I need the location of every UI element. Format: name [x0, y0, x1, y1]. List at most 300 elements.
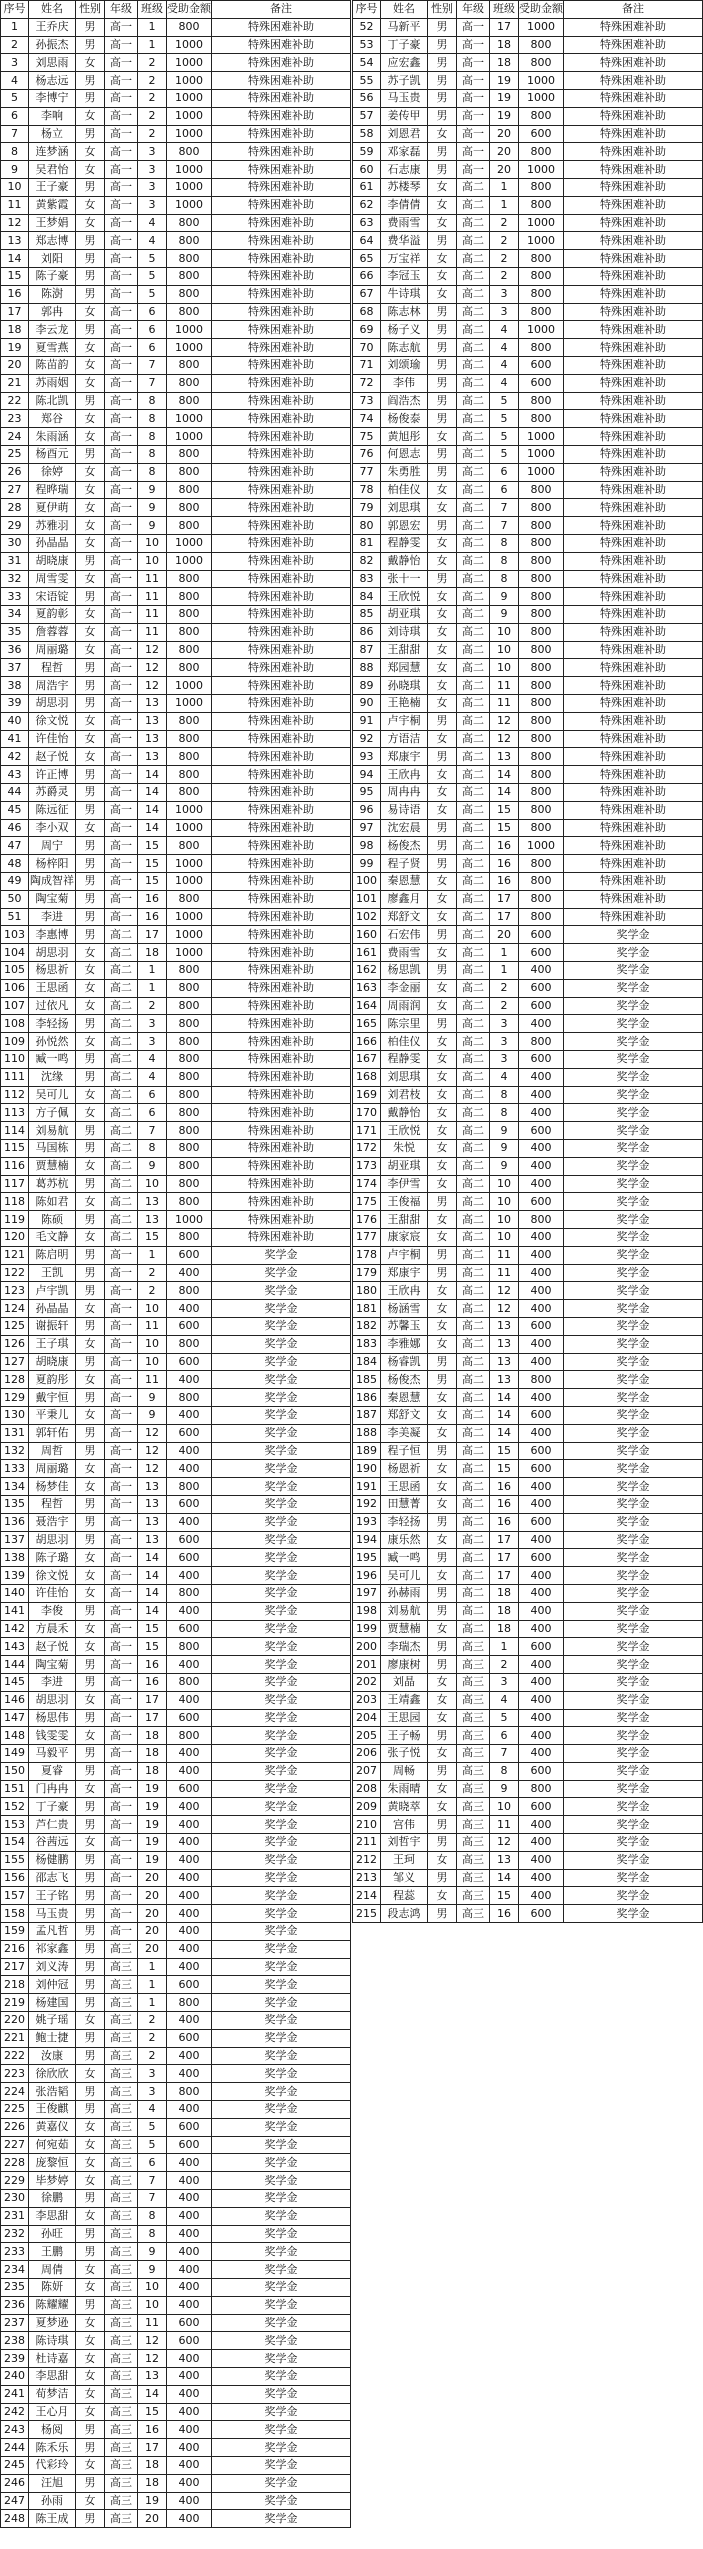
cell-no: 42	[1, 748, 29, 766]
table-row	[353, 303, 703, 321]
table-row	[353, 1424, 703, 1442]
table-row	[1, 1300, 351, 1318]
cell-name: 王思函	[29, 979, 76, 997]
cell-grade: 高三	[457, 1727, 490, 1745]
cell-grade: 高二	[457, 1460, 490, 1478]
cell-no: 56	[353, 89, 381, 107]
cell-class: 6	[138, 339, 167, 357]
cell-amount: 600	[519, 125, 564, 143]
table-row	[1, 2136, 351, 2154]
cell-no: 179	[353, 1264, 381, 1282]
cell-grade: 高一	[105, 855, 138, 873]
cell-note: 特殊困难补助	[212, 267, 351, 285]
cell-note: 奖学金	[564, 1335, 703, 1353]
cell-gender: 女	[76, 356, 105, 374]
cell-amount: 800	[519, 250, 564, 268]
cell-grade: 高三	[105, 2350, 138, 2368]
cell-gender: 男	[76, 2243, 105, 2261]
cell-no: 143	[1, 1638, 29, 1656]
cell-no: 18	[1, 321, 29, 339]
cell-amount: 400	[167, 1371, 212, 1389]
cell-class: 8	[138, 2207, 167, 2225]
table-row	[1, 1656, 351, 1674]
cell-name: 杨建国	[29, 1994, 76, 2012]
cell-gender: 男	[428, 1549, 457, 1567]
cell-gender: 女	[428, 1495, 457, 1513]
cell-grade: 高二	[457, 1122, 490, 1140]
cell-name: 黄紫霞	[29, 196, 76, 214]
cell-name: 李思甜	[29, 2207, 76, 2225]
cell-class: 1	[490, 1638, 519, 1656]
cell-amount: 1000	[167, 428, 212, 446]
cell-name: 陈北凯	[29, 392, 76, 410]
cell-note: 奖学金	[564, 1015, 703, 1033]
cell-grade: 高一	[105, 374, 138, 392]
table-row	[1, 374, 351, 392]
cell-grade: 高二	[457, 695, 490, 713]
cell-class: 20	[490, 143, 519, 161]
cell-note: 奖学金	[564, 1745, 703, 1763]
cell-gender: 女	[76, 2154, 105, 2172]
cell-no: 204	[353, 1709, 381, 1727]
cell-no: 239	[1, 2350, 29, 2368]
cell-gender: 男	[76, 1602, 105, 1620]
cell-class: 12	[138, 1442, 167, 1460]
cell-name: 许佳怡	[29, 730, 76, 748]
cell-amount: 800	[519, 819, 564, 837]
cell-class: 3	[138, 2083, 167, 2101]
cell-amount: 800	[167, 1104, 212, 1122]
cell-amount: 1000	[167, 36, 212, 54]
cell-gender: 女	[428, 801, 457, 819]
cell-gender: 男	[428, 1193, 457, 1211]
table-row	[353, 677, 703, 695]
cell-note: 特殊困难补助	[212, 445, 351, 463]
cell-note: 奖学金	[564, 1051, 703, 1069]
cell-class: 9	[138, 481, 167, 499]
cell-note: 奖学金	[212, 1727, 351, 1745]
cell-note: 奖学金	[212, 1976, 351, 1994]
cell-grade: 高三	[457, 1762, 490, 1780]
cell-amount: 600	[167, 1780, 212, 1798]
cell-no: 5	[1, 89, 29, 107]
cell-no: 16	[1, 285, 29, 303]
cell-gender: 男	[428, 1584, 457, 1602]
cell-grade: 高二	[457, 410, 490, 428]
table-row	[1, 1264, 351, 1282]
cell-name: 程子恒	[381, 1442, 428, 1460]
cell-name: 陈如君	[29, 1193, 76, 1211]
cell-amount: 400	[167, 2296, 212, 2314]
left-table-body	[1, 18, 351, 2527]
cell-note: 奖学金	[212, 1851, 351, 1869]
cell-note: 特殊困难补助	[212, 766, 351, 784]
cell-class: 13	[138, 1193, 167, 1211]
table-row	[353, 445, 703, 463]
cell-note: 特殊困难补助	[212, 339, 351, 357]
cell-note: 特殊困难补助	[212, 677, 351, 695]
cell-amount: 1000	[519, 89, 564, 107]
cell-no: 31	[1, 552, 29, 570]
cell-note: 特殊困难补助	[212, 695, 351, 713]
cell-grade: 高二	[457, 962, 490, 980]
cell-note: 特殊困难补助	[212, 1211, 351, 1229]
cell-gender: 男	[76, 18, 105, 36]
cell-no: 210	[353, 1816, 381, 1834]
cell-grade: 高一	[105, 1745, 138, 1763]
cell-name: 张浩韬	[29, 2083, 76, 2101]
cell-no: 180	[353, 1282, 381, 1300]
cell-note: 奖学金	[212, 2190, 351, 2208]
cell-grade: 高一	[105, 1638, 138, 1656]
cell-class: 2	[138, 107, 167, 125]
cell-note: 奖学金	[564, 1549, 703, 1567]
cell-note: 奖学金	[212, 2136, 351, 2154]
cell-note: 奖学金	[212, 1264, 351, 1282]
cell-class: 3	[138, 2065, 167, 2083]
cell-note: 奖学金	[564, 1709, 703, 1727]
cell-name: 陈宗里	[381, 1015, 428, 1033]
cell-gender: 女	[428, 1406, 457, 1424]
cell-grade: 高一	[457, 161, 490, 179]
cell-note: 特殊困难补助	[212, 552, 351, 570]
table-row	[353, 570, 703, 588]
cell-name: 李冠玉	[381, 267, 428, 285]
cell-grade: 高二	[457, 1282, 490, 1300]
cell-grade: 高二	[457, 819, 490, 837]
cell-class: 13	[138, 1211, 167, 1229]
table-row	[353, 1602, 703, 1620]
table-row	[1, 801, 351, 819]
cell-no: 240	[1, 2367, 29, 2385]
cell-class: 7	[490, 1745, 519, 1763]
cell-grade: 高二	[457, 499, 490, 517]
cell-class: 1	[138, 1246, 167, 1264]
table-row	[353, 819, 703, 837]
cell-gender: 男	[76, 1709, 105, 1727]
cell-note: 奖学金	[564, 1460, 703, 1478]
table-row	[353, 1567, 703, 1585]
cell-no: 7	[1, 125, 29, 143]
cell-grade: 高一	[105, 1887, 138, 1905]
cell-name: 马国栋	[29, 1140, 76, 1158]
cell-no: 122	[1, 1264, 29, 1282]
cell-name: 王甜甜	[381, 1211, 428, 1229]
cell-class: 11	[138, 1371, 167, 1389]
cell-note: 特殊困难补助	[212, 517, 351, 535]
cell-class: 10	[138, 534, 167, 552]
cell-amount: 400	[167, 1513, 212, 1531]
cell-note: 特殊困难补助	[212, 89, 351, 107]
cell-name: 程子贤	[381, 855, 428, 873]
cell-name: 陈妍	[29, 2279, 76, 2297]
table-row	[1, 143, 351, 161]
table-row	[353, 410, 703, 428]
cell-class: 18	[490, 36, 519, 54]
cell-grade: 高一	[105, 712, 138, 730]
cell-note: 特殊困难补助	[212, 481, 351, 499]
cell-grade: 高一	[105, 677, 138, 695]
cell-class: 15	[490, 1460, 519, 1478]
table-row	[1, 1745, 351, 1763]
cell-grade: 高一	[105, 250, 138, 268]
cell-grade: 高二	[105, 1211, 138, 1229]
cell-amount: 400	[167, 1798, 212, 1816]
cell-name: 陈启明	[29, 1246, 76, 1264]
cell-amount: 800	[167, 1175, 212, 1193]
cell-name: 刘仲冠	[29, 1976, 76, 1994]
cell-grade: 高二	[457, 1051, 490, 1069]
cell-grade: 高一	[457, 72, 490, 90]
cell-no: 102	[353, 908, 381, 926]
cell-note: 特殊困难补助	[212, 1122, 351, 1140]
cell-grade: 高二	[457, 997, 490, 1015]
cell-gender: 女	[76, 1834, 105, 1852]
cell-no: 4	[1, 72, 29, 90]
cell-no: 202	[353, 1673, 381, 1691]
cell-amount: 600	[519, 1798, 564, 1816]
cell-class: 5	[138, 250, 167, 268]
cell-grade: 高一	[105, 1816, 138, 1834]
cell-grade: 高二	[457, 1157, 490, 1175]
cell-name: 周倩	[29, 2261, 76, 2279]
cell-grade: 高三	[105, 2296, 138, 2314]
table-row	[353, 890, 703, 908]
cell-class: 9	[490, 606, 519, 624]
cell-note: 特殊困难补助	[564, 321, 703, 339]
cell-gender: 男	[428, 926, 457, 944]
cell-grade: 高二	[457, 534, 490, 552]
cell-name: 陶宝菊	[29, 890, 76, 908]
cell-gender: 男	[428, 1727, 457, 1745]
cell-no: 22	[1, 392, 29, 410]
header-class: 班级	[490, 1, 519, 19]
cell-name: 朱悦	[381, 1140, 428, 1158]
cell-note: 奖学金	[564, 1620, 703, 1638]
table-row	[353, 517, 703, 535]
table-row	[353, 1549, 703, 1567]
cell-name: 胡思羽	[29, 1531, 76, 1549]
table-row	[353, 1869, 703, 1887]
cell-class: 13	[490, 1851, 519, 1869]
cell-name: 马新平	[381, 18, 428, 36]
cell-grade: 高一	[105, 801, 138, 819]
table-row	[353, 1228, 703, 1246]
cell-name: 万宝祥	[381, 250, 428, 268]
table-row	[353, 1673, 703, 1691]
table-row	[1, 2012, 351, 2030]
cell-no: 104	[1, 944, 29, 962]
cell-no: 236	[1, 2296, 29, 2314]
cell-name: 李伟	[381, 374, 428, 392]
cell-grade: 高一	[105, 356, 138, 374]
cell-name: 吴可儿	[381, 1567, 428, 1585]
cell-name: 郑舒文	[381, 908, 428, 926]
cell-gender: 男	[76, 1762, 105, 1780]
cell-gender: 女	[428, 214, 457, 232]
table-row	[1, 730, 351, 748]
cell-class: 16	[138, 2421, 167, 2439]
table-row	[1, 2385, 351, 2403]
cell-class: 6	[138, 1086, 167, 1104]
cell-note: 奖学金	[564, 997, 703, 1015]
cell-amount: 1000	[167, 534, 212, 552]
cell-name: 何恩志	[381, 445, 428, 463]
cell-note: 特殊困难补助	[212, 356, 351, 374]
cell-gender: 女	[428, 659, 457, 677]
table-row	[1, 18, 351, 36]
cell-gender: 男	[76, 1958, 105, 1976]
cell-gender: 男	[76, 267, 105, 285]
cell-no: 96	[353, 801, 381, 819]
table-row	[1, 2172, 351, 2190]
cell-no: 168	[353, 1068, 381, 1086]
cell-no: 227	[1, 2136, 29, 2154]
cell-amount: 400	[519, 1140, 564, 1158]
table-row	[353, 1015, 703, 1033]
table-row	[353, 908, 703, 926]
cell-class: 18	[490, 1602, 519, 1620]
cell-name: 孙晶晶	[29, 1300, 76, 1318]
cell-no: 30	[1, 534, 29, 552]
cell-amount: 800	[167, 303, 212, 321]
cell-amount: 600	[519, 997, 564, 1015]
cell-amount: 800	[519, 339, 564, 357]
cell-amount: 600	[519, 1638, 564, 1656]
table-row	[1, 2296, 351, 2314]
cell-grade: 高二	[105, 944, 138, 962]
cell-amount: 400	[167, 1264, 212, 1282]
cell-class: 8	[138, 1140, 167, 1158]
cell-note: 特殊困难补助	[564, 36, 703, 54]
cell-grade: 高三	[105, 2207, 138, 2225]
cell-gender: 男	[76, 2510, 105, 2528]
cell-grade: 高一	[105, 1602, 138, 1620]
cell-gender: 男	[428, 1834, 457, 1852]
cell-note: 特殊困难补助	[212, 1068, 351, 1086]
cell-no: 88	[353, 659, 381, 677]
header-no: 序号	[353, 1, 381, 19]
cell-note: 特殊困难补助	[212, 873, 351, 891]
cell-no: 162	[353, 962, 381, 980]
cell-amount: 400	[167, 2456, 212, 2474]
cell-name: 刘晶	[381, 1673, 428, 1691]
cell-amount: 600	[167, 1549, 212, 1567]
cell-gender: 女	[76, 1406, 105, 1424]
table-row	[353, 1282, 703, 1300]
cell-name: 刘恩君	[381, 125, 428, 143]
cell-class: 19	[490, 107, 519, 125]
cell-grade: 高一	[105, 1691, 138, 1709]
cell-no: 151	[1, 1780, 29, 1798]
cell-no: 216	[1, 1940, 29, 1958]
cell-no: 62	[353, 196, 381, 214]
cell-no: 58	[353, 125, 381, 143]
cell-no: 201	[353, 1656, 381, 1674]
table-row	[1, 2190, 351, 2208]
cell-class: 3	[490, 1033, 519, 1051]
cell-grade: 高二	[457, 766, 490, 784]
cell-amount: 600	[519, 1442, 564, 1460]
cell-grade: 高三	[457, 1851, 490, 1869]
cell-gender: 男	[76, 125, 105, 143]
cell-no: 98	[353, 837, 381, 855]
cell-name: 周冉冉	[381, 784, 428, 802]
cell-name: 徐文悦	[29, 1567, 76, 1585]
table-row	[1, 641, 351, 659]
cell-class: 5	[490, 410, 519, 428]
cell-class: 3	[490, 303, 519, 321]
cell-grade: 高一	[105, 196, 138, 214]
cell-no: 1	[1, 18, 29, 36]
cell-gender: 男	[428, 339, 457, 357]
cell-amount: 800	[167, 588, 212, 606]
table-row	[353, 499, 703, 517]
cell-class: 6	[138, 303, 167, 321]
cell-class: 12	[490, 1300, 519, 1318]
cell-name: 陈耀耀	[29, 2296, 76, 2314]
header-grade: 年级	[457, 1, 490, 19]
cell-note: 特殊困难补助	[212, 1015, 351, 1033]
cell-name: 陈诗琪	[29, 2332, 76, 2350]
cell-note: 特殊困难补助	[564, 285, 703, 303]
cell-name: 张子悦	[381, 1745, 428, 1763]
cell-class: 18	[490, 1584, 519, 1602]
cell-gender: 女	[428, 499, 457, 517]
cell-grade: 高二	[457, 1300, 490, 1318]
cell-class: 10	[138, 1353, 167, 1371]
cell-class: 10	[490, 1193, 519, 1211]
cell-gender: 女	[428, 588, 457, 606]
cell-no: 81	[353, 534, 381, 552]
cell-class: 1	[490, 196, 519, 214]
cell-amount: 400	[519, 1175, 564, 1193]
cell-gender: 男	[428, 1371, 457, 1389]
cell-note: 特殊困难补助	[212, 214, 351, 232]
table-row	[353, 801, 703, 819]
cell-name: 陈硕	[29, 1211, 76, 1229]
cell-gender: 女	[428, 1317, 457, 1335]
table-row	[1, 1531, 351, 1549]
cell-class: 20	[138, 2510, 167, 2528]
cell-name: 郭冉	[29, 303, 76, 321]
cell-class: 2	[138, 54, 167, 72]
cell-gender: 男	[76, 1798, 105, 1816]
cell-no: 223	[1, 2065, 29, 2083]
cell-grade: 高一	[457, 125, 490, 143]
cell-amount: 800	[167, 499, 212, 517]
cell-class: 4	[138, 1051, 167, 1069]
cell-name: 苏楼琴	[381, 178, 428, 196]
cell-amount: 800	[519, 588, 564, 606]
cell-class: 14	[490, 1406, 519, 1424]
cell-amount: 600	[519, 1905, 564, 1923]
cell-no: 158	[1, 1905, 29, 1923]
header-amount: 受助金额	[519, 1, 564, 19]
table-row	[353, 1798, 703, 1816]
table-row	[353, 659, 703, 677]
cell-no: 126	[1, 1335, 29, 1353]
right-table	[352, 0, 703, 1923]
cell-note: 特殊困难补助	[564, 356, 703, 374]
cell-no: 219	[1, 1994, 29, 2012]
table-row	[353, 979, 703, 997]
cell-no: 74	[353, 410, 381, 428]
cell-grade: 高二	[457, 890, 490, 908]
cell-gender: 女	[76, 161, 105, 179]
cell-name: 宋语锭	[29, 588, 76, 606]
cell-gender: 男	[428, 570, 457, 588]
